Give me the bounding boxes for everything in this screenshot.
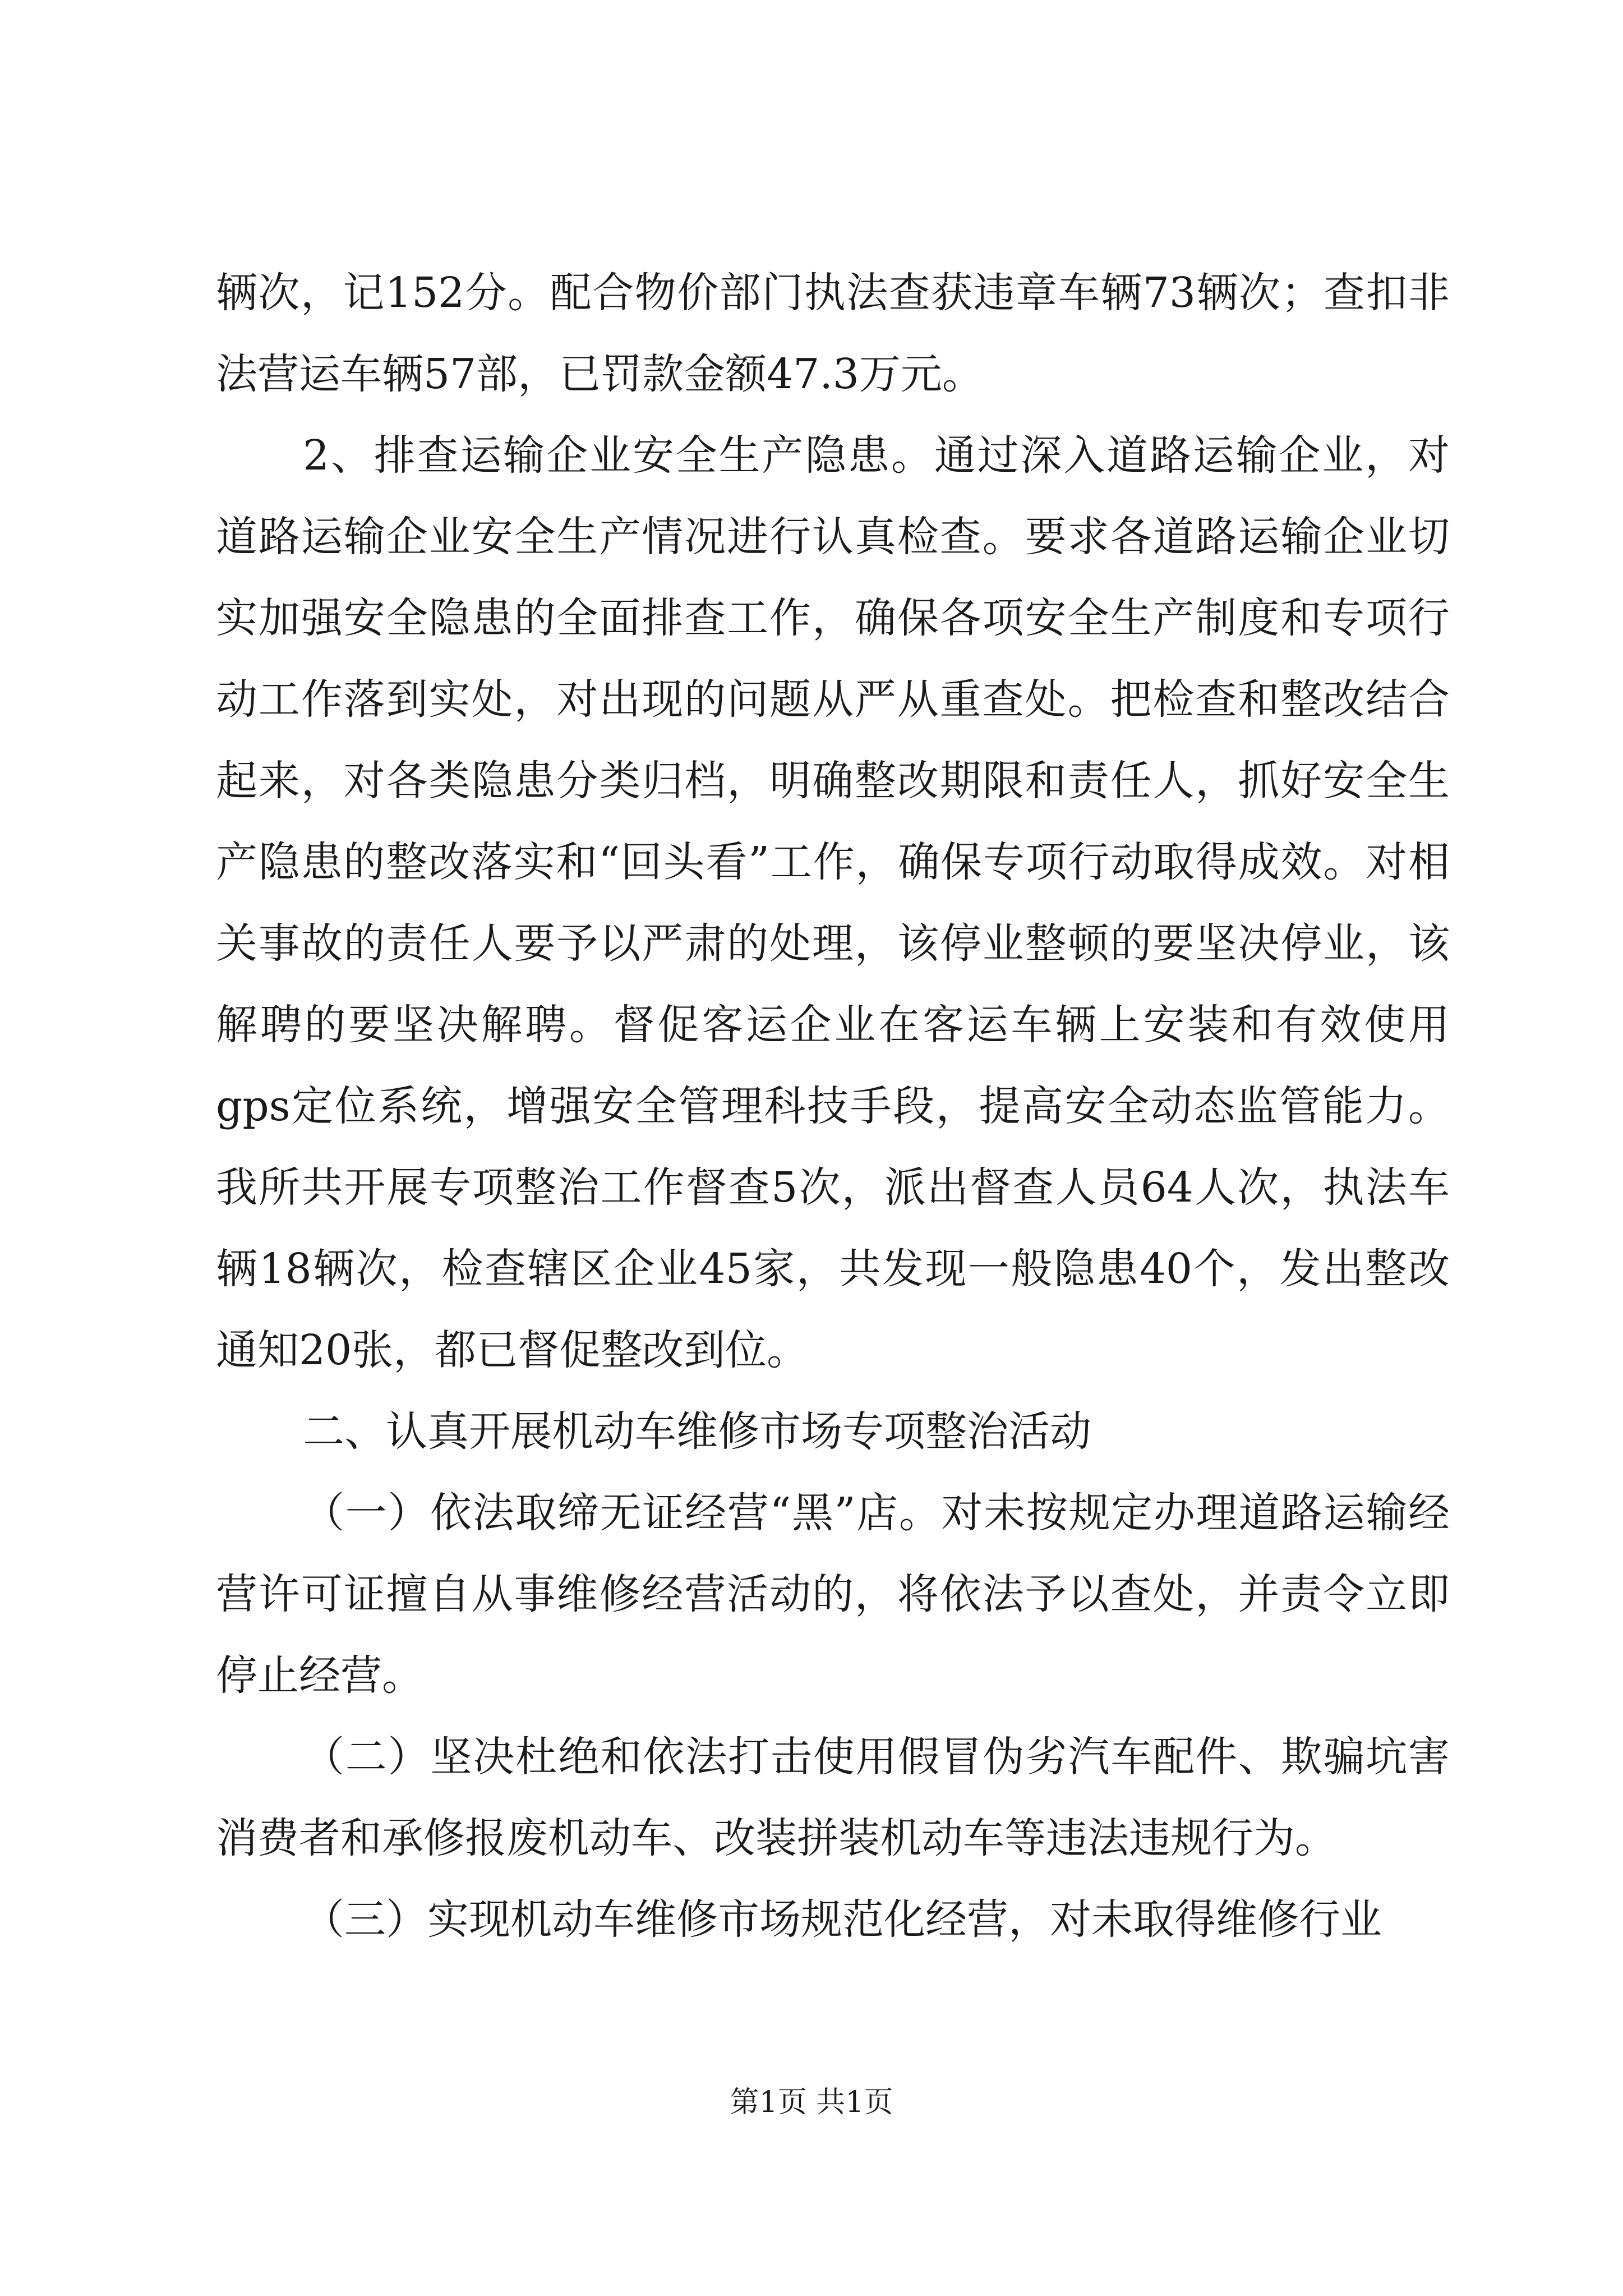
paragraph-item-2: （二）坚决杜绝和依法打击使用假冒伪劣汽车配件、欺骗坑害消费者和承修报废机动车、改装拼装机动车等违法违规行为。 (216, 1733, 1450, 1862)
page-footer: 第1页 共1页 (730, 2086, 893, 2119)
section-heading-repair-market: 二、认真开展机动车维修市场专项整治活动 (303, 1407, 1091, 1456)
paragraph-continuation: 辆次，记152分。配合物价部门执法查获违章车辆73辆次；查扣非法营运车辆57部，已罚款金额47.3万元。 (216, 269, 1450, 398)
paragraph-safety-inspection: 2、排查运输企业安全生产隐患。通过深入道路运输企业，对道路运输企业安全生产情况进行认真检查。要求各道路运输企业切实加强安全隐患的全面排查工作，确保各项安全生产制度和专项行动工作落到实处，对出现的问题从严从重查处。把检查和整改结合起来，对各类隐患分类归档，明确整改期限和责任人，抓好安全生产隐患的整改落实和“回头看”工作，确保专项行动取得成效。对相关事故的责任人要予以严肃的处理，该停业整顿的要坚决停业，该解聘的要坚决解聘。督促客运企业在客运车辆上安装和有效使用gps定位系统，增强安全管理科技手段，提高安全动态监管能力。我所共开展专项整治工作督查5次，派出督查人员64人次，执法车辆18辆次，检查辖区企业45家，共发现一般隐患40个，发出整改通知20张，都已督促整改到位。 (216, 431, 1450, 1374)
paragraph-item-3: （三）实现机动车维修市场规范化经营，对未取得维修行业 (303, 1895, 1382, 1944)
document-body (216, 252, 1450, 1961)
paragraph-item-1: （一）依法取缔无证经营“黑”店。对未按规定办理道路运输经营许可证擅自从事维修经营活动的，将依法予以查处，并责令立即停止经营。 (216, 1489, 1450, 1700)
